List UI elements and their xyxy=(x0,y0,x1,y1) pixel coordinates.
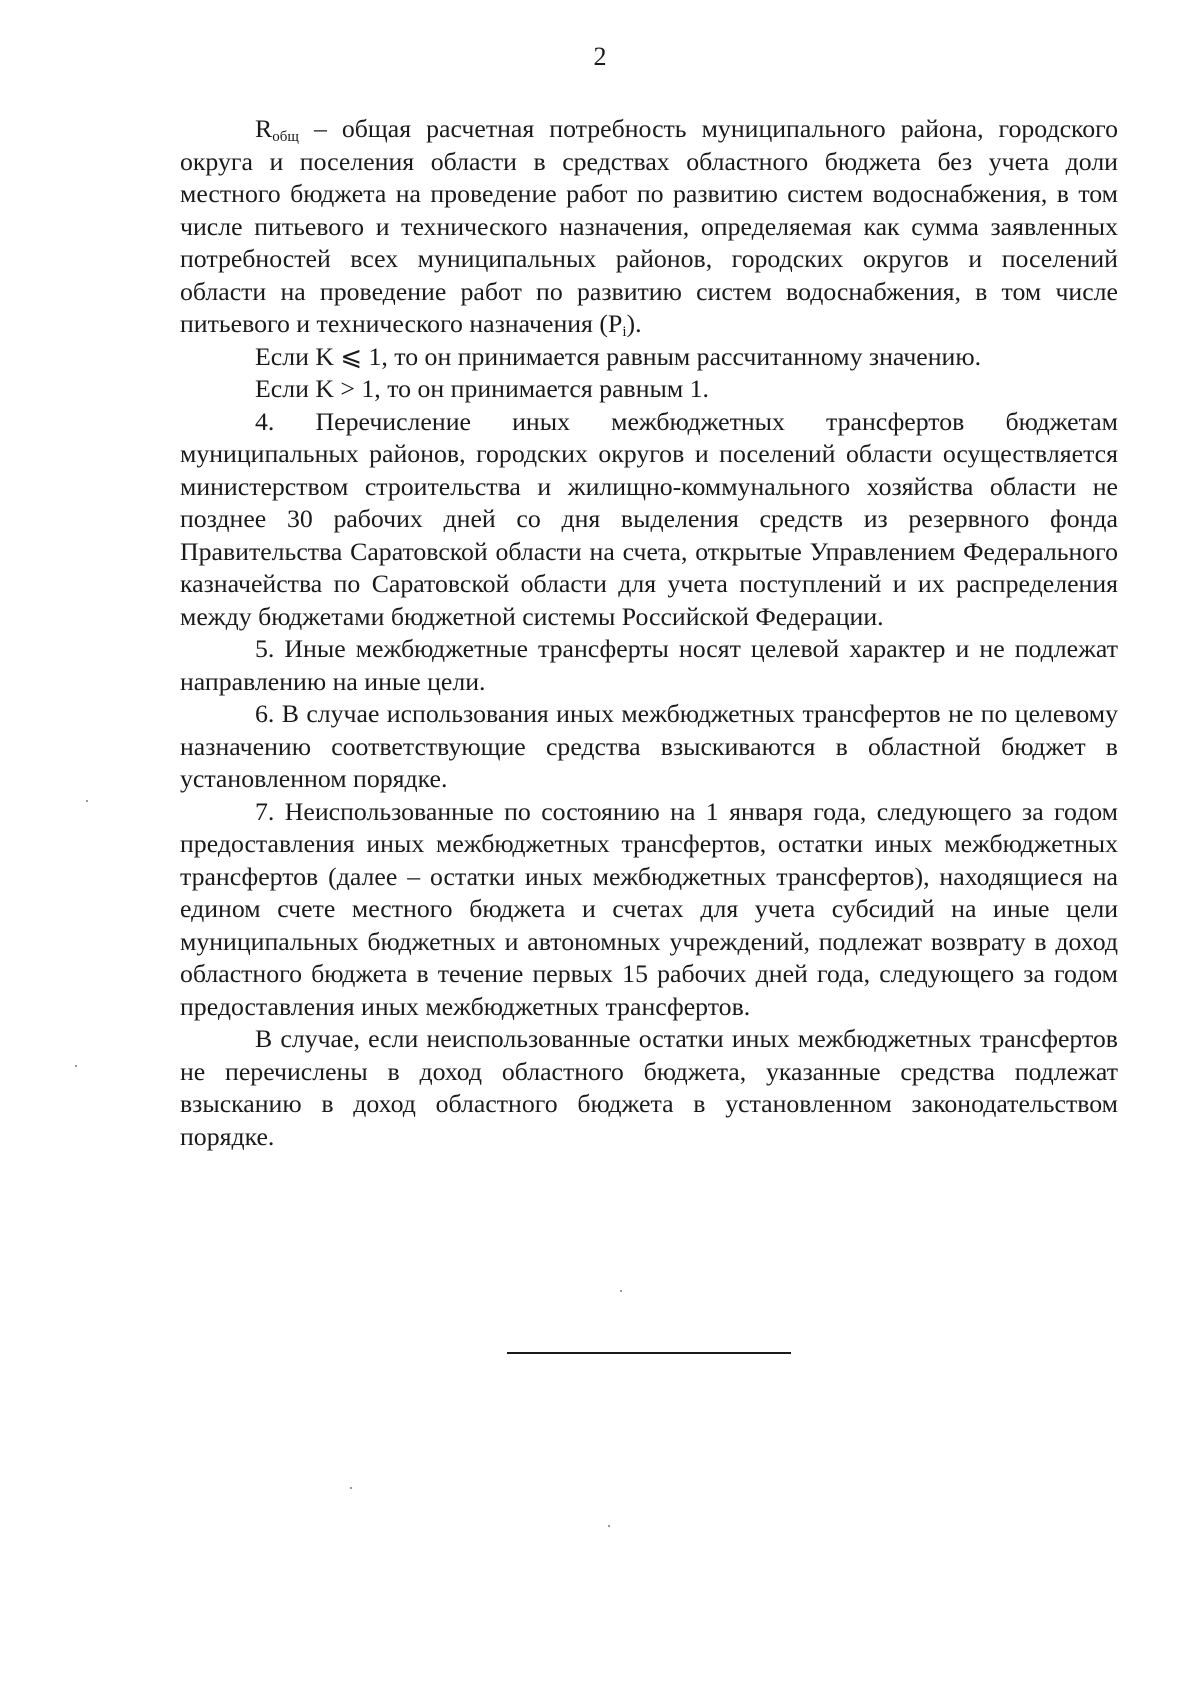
document-body xyxy=(180,113,1118,1153)
clause-text: Неиспользованные по состоянию на 1 января года, следующего за годом предоставления иных межбюджетных трансфертов, остатки иных межбюджетных трансфертов (далее – остатки иных межбюджетных трансфертов), находящиеся на едином счете местного бюджета и счетах для учета субсидий на иные цели муниципальных бюджетных и автономных учреждений, подлежат возврату в доход областного бюджета в течение первых 15 рабочих дней года, следующего за годом предоставления иных межбюджетных трансфертов. xyxy=(180,796,1118,1021)
page-number: 2 xyxy=(593,42,607,71)
clause-6 xyxy=(180,698,1118,796)
clause-4 xyxy=(180,406,1118,634)
clause-text: В случае использования иных межбюджетных трансфертов не по целевому назначению соответствующие средства взыскиваются в областной бюджет в установленном порядке. xyxy=(180,699,1118,793)
clause-5 xyxy=(180,633,1118,698)
scan-speck xyxy=(608,1525,610,1527)
clause-number: 5. xyxy=(255,634,275,663)
scan-speck xyxy=(350,1487,352,1489)
clause-number: 6. xyxy=(255,699,275,728)
scan-speck xyxy=(75,1065,77,1067)
definition-text-end: ). xyxy=(626,309,642,338)
clause-number: 4. xyxy=(255,406,275,436)
condition-paragraph-1: Если K ⩽ 1, то он принимается равным рассчитанному значению. xyxy=(255,341,982,371)
condition-paragraph-2: Если K > 1, то он принимается равным 1. xyxy=(255,374,709,403)
clause-text: Иные межбюджетные трансферты носят целевой характер и не подлежат направлению на иные цели. xyxy=(180,634,1118,696)
final-paragraph: В случае, если неиспользованные остатки иных межбюджетных трансфертов не перечислены в доход областного бюджета, указанные средства подлежат взысканию в доход областного бюджета в установленном законодательством порядке. xyxy=(180,1024,1118,1151)
closing-rule xyxy=(507,1352,791,1354)
clause-text: Перечисление иных межбюджетных трансфертов бюджетам муниципальных районов, городских округов и поселений области осуществляется министерством строительства и жилищно-коммунального хозяйства области не позднее 30 рабочих дней со дня выделения средств из резервного фонда Правительства Саратовской области на счета, открытые Управлением Федерального казначейства по Саратовской области для учета поступлений и их распределения между бюджетами бюджетной системы Российской Федерации. xyxy=(180,406,1118,631)
scan-speck xyxy=(620,1290,622,1292)
definition-symbol-subscript: общ xyxy=(272,129,299,145)
clause-7 xyxy=(180,796,1118,1024)
clause-number: 7. xyxy=(255,796,275,826)
definition-index-subscript: i xyxy=(622,324,627,340)
definition-text: – общая расчетная потребность муниципального района, городского округа и поселения области в средствах областного бюджета без учета доли местного бюджета на проведение работ по развитию систем водоснабжения, в том числе питьевого и технического назначения, определяемая как сумма заявленных потребностей всех муниципальных районов, городских округов и поселений области на проведение работ по развитию систем водоснабжения, в том числе питьевого и технического назначения (P xyxy=(180,114,1118,338)
definition-symbol: R xyxy=(255,114,273,143)
definition-paragraph xyxy=(180,113,1118,341)
scan-speck xyxy=(86,800,88,802)
